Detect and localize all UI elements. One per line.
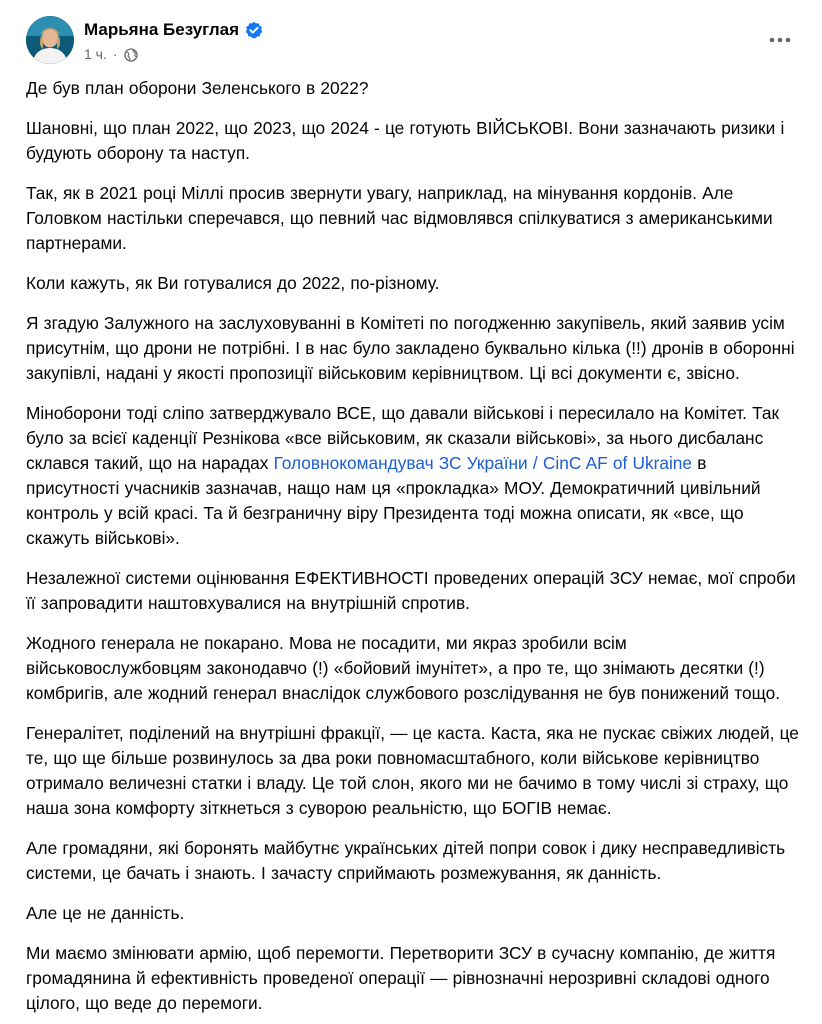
post-paragraph: Шановні, що план 2022, що 2023, що 2024 - це готують ВІЙСЬКОВІ. Вони зазначають ризики і будують оборону та наступ.	[26, 118, 785, 163]
verified-badge-icon	[245, 21, 263, 39]
more-horizontal-icon	[769, 37, 791, 43]
post-paragraph: Жодного генерала не покарано. Мова не посадити, ми якраз зробили всім військовослужбовцям законодавчо (!) «бойовий імунітет», а про те, що знімають десятки (!) комбригів, але жодний генерал внаслідок службового розслідування не був понижений тощо.	[26, 633, 781, 703]
post-paragraph: Коли кажуть, як Ви готувалися до 2022, по-різному.	[26, 273, 440, 293]
paragraph-text-before: Міноборони тоді сліпо затверджувало ВСЕ, що давали військові і пересилало на Комітет. Так було за всієї каденції Резнікова «все військовим, як сказали військові», за нього дисбаланс склався такий, що на нарадах	[26, 403, 780, 473]
post-paragraph: Я згадую Залужного на заслуховуванні в Комітеті по погодженню закупівель, який заявив усім присутнім, що дрони не потрібні. І в нас було закладено буквально кілька (!!) дронів в оборонні закупівлі, надані у якості пропозиції військовим керівництвом. Ці всі документи є, звісно.	[26, 313, 795, 383]
globe-icon[interactable]	[124, 47, 138, 61]
post-paragraph: Але це не данність.	[26, 903, 185, 923]
avatar-image	[26, 16, 74, 64]
more-options-button[interactable]	[764, 24, 796, 56]
post-paragraph: Так, як в 2021 році Міллі просив звернути увагу, наприклад, на мінування кордонів. Але Головком настільки сперечався, що певний час відмовлявся спілкуватися з американськими партнерами.	[26, 183, 773, 253]
post-time[interactable]: 1 ч.	[84, 46, 107, 62]
post-paragraph: Ми маємо змінювати армію, щоб перемогти. Перетворити ЗСУ в сучасну компанію, де життя громадянина й ефективність проведеної операції — рівнозначні нерозривні складові одного цілого, що веде до перемоги.	[26, 943, 776, 1013]
author-line	[84, 17, 263, 43]
post-paragraph: Але громадяни, які боронять майбутнє українських дітей попри совок і дику несправедливість системи, це бачать і знають. І зачасту сприймають розмежування, як данність.	[26, 838, 786, 883]
paragraph-text-after: в присутності учасників зазначав, нащо нам ця «прокладка» МОУ. Демократичний цивільний контроль у всій красі. Та й безграничну віру Президента тоді можна описати, як «все, що скажуть військові».	[26, 453, 761, 548]
author-name[interactable]: Марьяна Безуглая	[84, 20, 240, 39]
post-paragraph: Незалежної системи оцінювання ЕФЕКТИВНОСТІ проведених операцій ЗСУ немає, мої спроби її запровадити наштовхувалися на внутрішній спротив.	[26, 568, 796, 613]
meta-separator: ·	[112, 46, 118, 62]
post-paragraph: Генералітет, поділений на внутрішні фракції, — це каста. Каста, яка не пускає свіжих людей, це те, що ще більше розвинулось за два роки повномасштабного, коли військове керівництво отримало величезні статки і владу. Це той слон, якого ми не бачимо в тому числі зі страху, що наша зона комфорту зіткнеться з суворою реальністю, що БОГІВ немає.	[26, 723, 799, 818]
avatar[interactable]	[26, 16, 74, 64]
mention-link[interactable]: Головнокомандувач ЗС України / CinC AF of Ukraine	[273, 453, 693, 473]
post-body	[26, 76, 802, 1024]
post-header	[26, 16, 798, 72]
post-paragraph: Де був план оборони Зеленського в 2022?	[26, 78, 369, 98]
post-paragraph-with-mention	[26, 401, 802, 551]
post-meta	[84, 44, 138, 64]
